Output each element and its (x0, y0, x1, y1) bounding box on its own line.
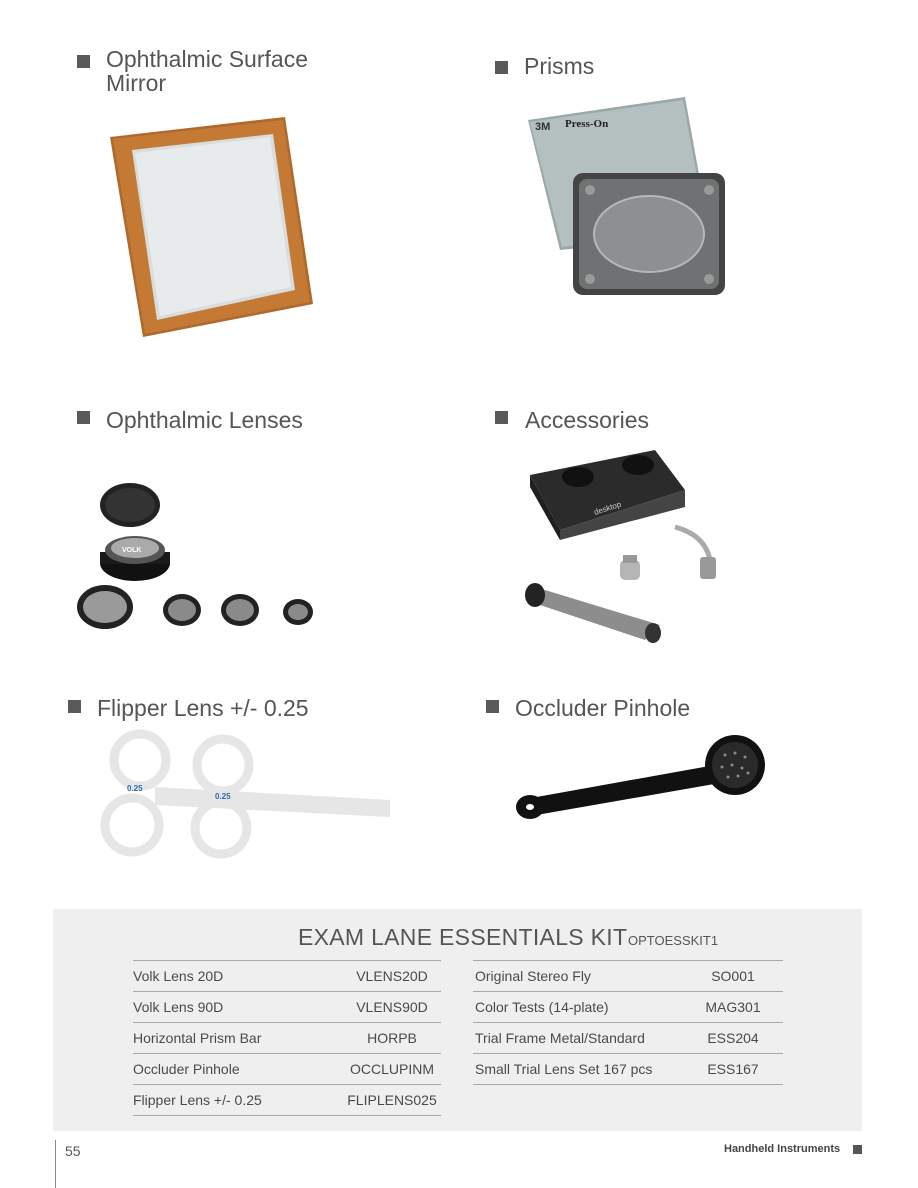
item-code: VLENS90D (356, 999, 428, 1015)
accessories-image (520, 445, 730, 655)
section-title-occluder-pinhole: Occluder Pinhole (515, 695, 691, 721)
bullet-square (77, 411, 90, 424)
item-code: FLIPLENS025 (347, 1092, 437, 1108)
section-title-mirror (106, 47, 308, 95)
page-number: 55 (65, 1143, 81, 1159)
kit-panel (53, 909, 862, 1131)
table-row (133, 991, 441, 1022)
footer-section-label: Handheld Instruments (724, 1143, 841, 1155)
item-name: Horizontal Prism Bar (133, 1030, 262, 1046)
bullet-square (68, 700, 81, 713)
item-code: MAG301 (705, 999, 761, 1015)
item-code: ESS204 (707, 1030, 759, 1046)
prism-product-text: Press-On (565, 118, 609, 130)
table-row (133, 960, 441, 991)
item-name: Volk Lens 90D (133, 999, 224, 1015)
item-code: OCCLUPINM (349, 1061, 434, 1077)
kit-code: OPTOESSKIT1 (628, 933, 719, 948)
table-row (473, 991, 783, 1022)
section-title-line1: Ophthalmic Surface (106, 46, 308, 72)
prisms-image (525, 95, 735, 305)
ophthalmic-lenses-image (75, 470, 320, 635)
bullet-square (486, 700, 499, 713)
item-name: Color Tests (14-plate) (475, 999, 609, 1015)
kit-title: EXAM LANE ESSENTIALS KIT (298, 924, 628, 950)
item-name: Trial Frame Metal/Standard (475, 1030, 645, 1046)
lens-brand-text: VOLK (122, 547, 142, 554)
bullet-square (77, 55, 90, 68)
item-code: ESS167 (707, 1061, 759, 1077)
kit-table-right (473, 960, 783, 1085)
footer-square (853, 1145, 862, 1154)
flipper-power-text-left: 0.25 (127, 784, 143, 793)
page-divider (55, 1140, 56, 1188)
item-name: Volk Lens 20D (133, 968, 224, 984)
table-row (473, 1022, 783, 1053)
prism-brand-text: 3M (535, 121, 551, 133)
item-name: Small Trial Lens Set 167 pcs (475, 1061, 653, 1077)
item-name: Flipper Lens +/- 0.25 (133, 1092, 262, 1108)
section-title-flipper-lens: Flipper Lens +/- 0.25 (97, 695, 309, 721)
occluder-pinhole-image (510, 725, 770, 825)
section-title-prisms: Prisms (524, 53, 595, 79)
section-title-accessories: Accessories (525, 407, 649, 433)
item-name: Occluder Pinhole (133, 1061, 240, 1077)
table-row (473, 960, 783, 991)
table-row (473, 1053, 783, 1085)
item-code: HORPB (367, 1030, 417, 1046)
kit-table-left (133, 960, 441, 1116)
accessory-brand-text: desktop (592, 499, 623, 517)
flipper-lens-image (95, 725, 400, 865)
item-code: VLENS20D (356, 968, 428, 984)
bullet-square (495, 61, 508, 74)
table-row (133, 1053, 441, 1084)
mirror-image (105, 112, 320, 342)
item-code: SO001 (711, 968, 755, 984)
section-title-ophthalmic-lenses: Ophthalmic Lenses (106, 407, 303, 433)
table-row (133, 1084, 441, 1116)
bullet-square (495, 411, 508, 424)
item-name: Original Stereo Fly (475, 968, 591, 984)
table-row (133, 1022, 441, 1053)
section-title-line2: Mirror (106, 70, 167, 96)
flipper-power-text-right: 0.25 (215, 792, 231, 801)
